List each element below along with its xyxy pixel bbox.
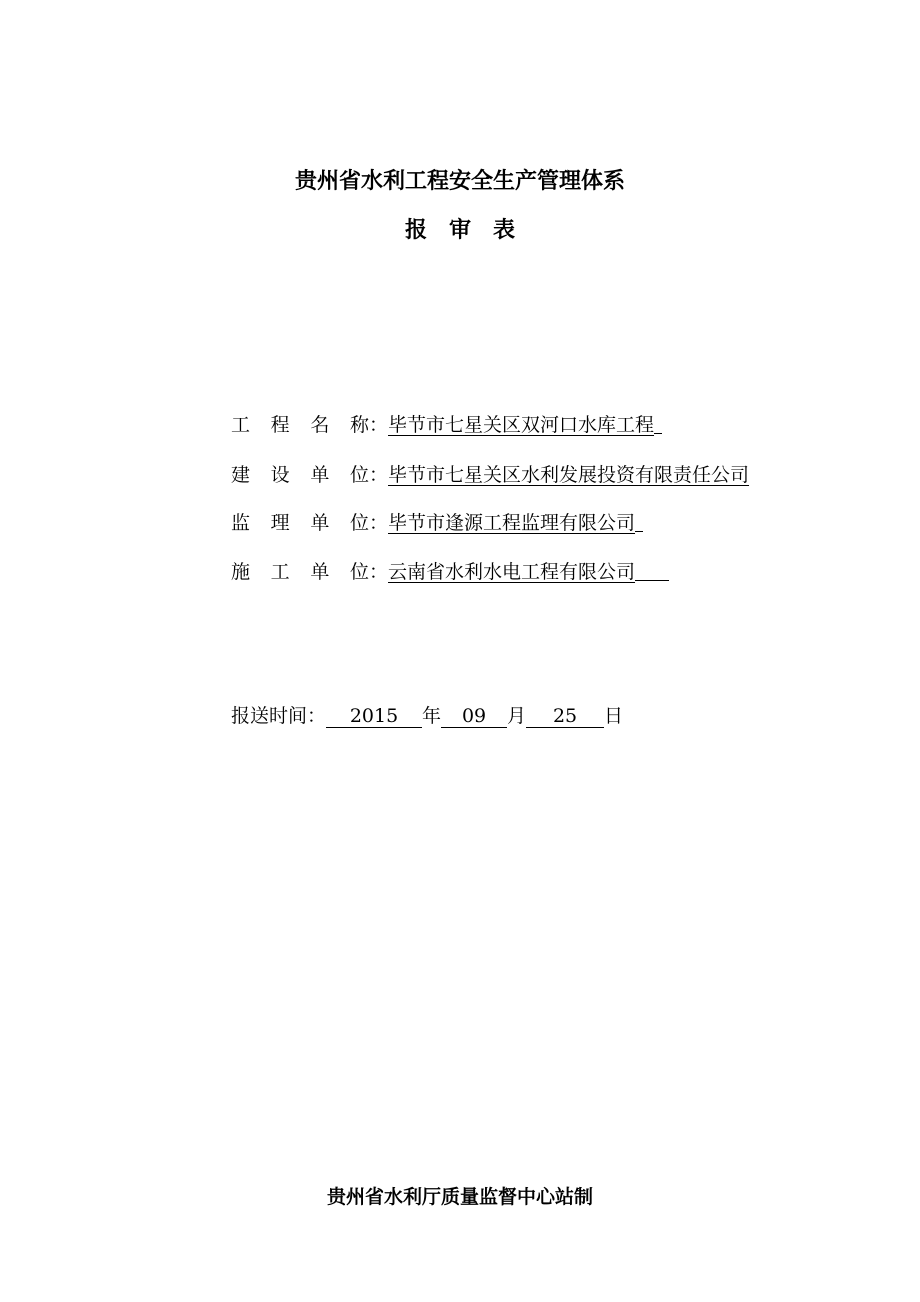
underline-pad	[635, 560, 669, 581]
field-colon: ：	[369, 464, 389, 486]
field-label-project-name: 工程名称	[231, 414, 369, 436]
field-value-project-name: 毕节市七星关区双河口水库工程	[388, 414, 655, 436]
field-project-name	[231, 412, 662, 438]
field-label-construction-unit: 建设单位	[231, 464, 369, 486]
underline-pad	[635, 511, 643, 532]
field-colon: ：	[369, 512, 389, 534]
submission-month-unit: 月	[507, 705, 527, 727]
submission-month: 09	[441, 705, 507, 728]
field-colon: ：	[369, 561, 389, 583]
submission-date-label: 报送时间：	[231, 705, 327, 727]
submission-day: 25	[526, 705, 604, 728]
submission-date	[231, 703, 623, 729]
document-subtitle: 报审表	[404, 218, 537, 243]
submission-year: 2015	[326, 705, 422, 728]
field-supervision-unit	[231, 510, 643, 536]
field-value-construction-unit: 毕节市七星关区水利发展投资有限责任公司	[388, 464, 750, 486]
issuer-footer: 贵州省水利厅质量监督中心站制	[326, 1186, 593, 1208]
field-builder-unit	[231, 559, 669, 585]
field-label-builder-unit: 施工单位	[231, 561, 369, 583]
field-construction-unit	[231, 462, 749, 488]
submission-year-unit: 年	[422, 705, 442, 727]
document-title: 贵州省水利工程安全生产管理体系	[294, 169, 625, 194]
field-value-supervision-unit: 毕节市逢源工程监理有限公司	[388, 512, 636, 534]
field-colon: ：	[369, 414, 389, 436]
field-label-supervision-unit: 监理单位	[231, 512, 369, 534]
field-value-builder-unit: 云南省水利水电工程有限公司	[388, 561, 636, 583]
underline-pad	[654, 413, 662, 434]
submission-day-unit: 日	[604, 705, 624, 727]
